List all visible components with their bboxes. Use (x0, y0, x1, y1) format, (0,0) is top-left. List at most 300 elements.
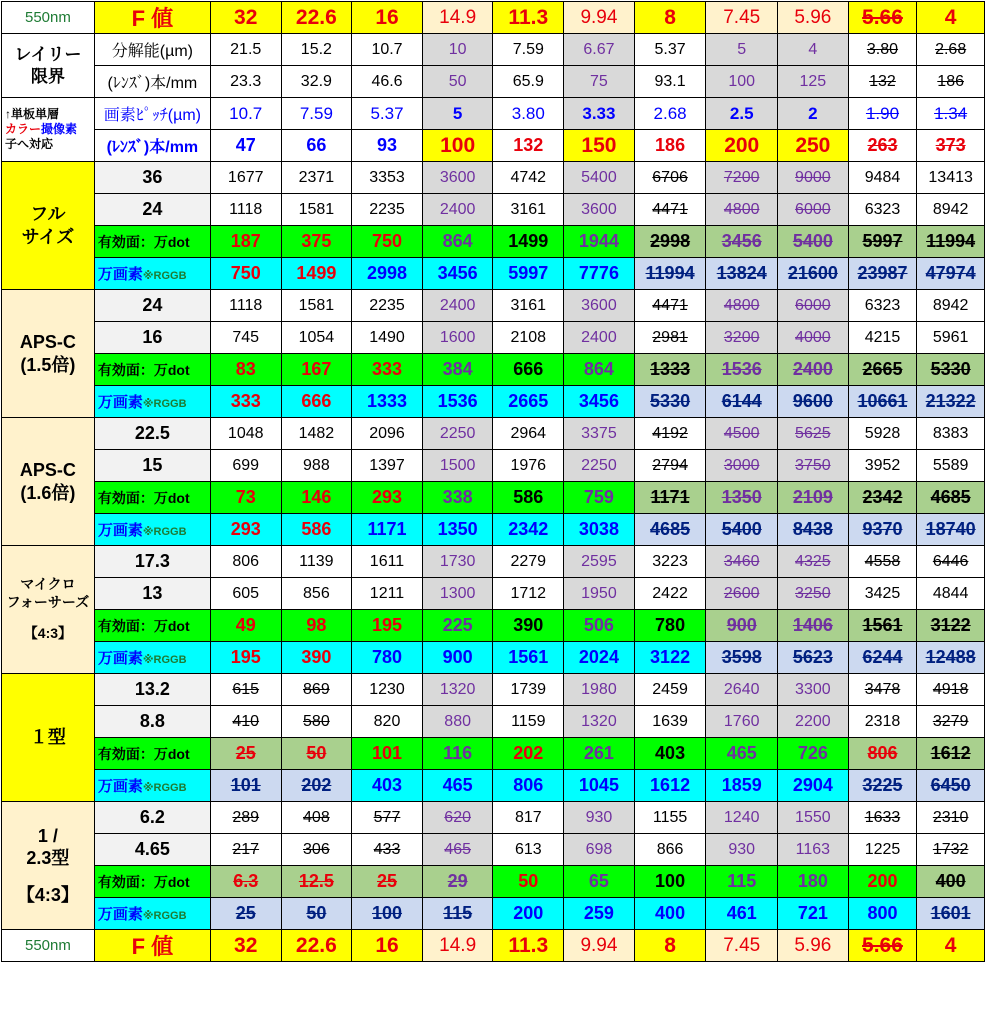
dimension-value: 1760 (706, 706, 778, 738)
f-number-value: 5.96 (778, 930, 849, 962)
megapixel-value: 9370 (848, 514, 917, 546)
section-label (2, 98, 95, 162)
dimension-value: 8942 (917, 194, 985, 226)
megapixel-value: 3456 (422, 258, 493, 290)
rayleigh-value: 2.68 (917, 34, 985, 66)
dimension-value: 1482 (281, 418, 352, 450)
dimension-value: 4325 (778, 546, 849, 578)
megapixel-value: 1333 (352, 386, 423, 418)
dimension-value: 698 (564, 834, 635, 866)
effective-dots-value: 29 (422, 866, 493, 898)
megapixel-value: 461 (706, 898, 778, 930)
section-label-line: ↑単板単層 (5, 107, 60, 121)
effective-dots-value: 25 (210, 738, 281, 770)
megapixel-value: 800 (848, 898, 917, 930)
effective-dots-value: 115 (706, 866, 778, 898)
sensor-info-row (2, 130, 985, 162)
dimension-value: 3952 (848, 450, 917, 482)
effective-dots-value: 900 (706, 610, 778, 642)
rayleigh-value: 5 (706, 34, 778, 66)
rayleigh-value: 93.1 (634, 66, 706, 98)
dimension-value: 577 (352, 802, 423, 834)
dimension-label: 24 (94, 194, 210, 226)
dimension-value: 4192 (634, 418, 706, 450)
sensor-info-value: 373 (917, 130, 985, 162)
dimension-value: 2310 (917, 802, 985, 834)
sensor-dimension-row (2, 194, 985, 226)
effective-dots-value: 1944 (564, 226, 635, 258)
rayleigh-value: 4 (778, 34, 849, 66)
dimension-value: 2964 (493, 418, 564, 450)
megapixel-value: 5400 (706, 514, 778, 546)
dimension-value: 1639 (634, 706, 706, 738)
sensor-info-value: 150 (564, 130, 635, 162)
effective-dots-value: 293 (352, 482, 423, 514)
effective-dots-value: 116 (422, 738, 493, 770)
megapixel-value: 1536 (422, 386, 493, 418)
dimension-value: 5400 (564, 162, 635, 194)
rayleigh-row-label: (ﾚﾝｽﾞ)本/mm (94, 66, 210, 98)
dimension-value: 1211 (352, 578, 423, 610)
dimension-value: 5589 (917, 450, 985, 482)
section-label (2, 34, 95, 98)
effective-dots-value: 2998 (634, 226, 706, 258)
dimension-value: 1397 (352, 450, 423, 482)
rayleigh-value: 65.9 (493, 66, 564, 98)
f-number-value: 5.66 (848, 2, 917, 34)
dimension-value: 1320 (422, 674, 493, 706)
dimension-value: 1155 (634, 802, 706, 834)
dimension-value: 1048 (210, 418, 281, 450)
effective-dots-value: 11994 (917, 226, 985, 258)
sensor-word: 撮像素 (41, 122, 78, 136)
effective-dots-value: 2342 (848, 482, 917, 514)
megapixel-label (94, 386, 210, 418)
megapixel-value: 465 (422, 770, 493, 802)
megapixel-value: 3038 (564, 514, 635, 546)
section-label-line: (1.6倍) (20, 482, 76, 503)
sensor-info-value: 5 (422, 98, 493, 130)
megapixel-value: 2998 (352, 258, 423, 290)
megapixel-value: 1350 (422, 514, 493, 546)
rayleigh-value: 32.9 (281, 66, 352, 98)
effective-dots-value: 400 (917, 866, 985, 898)
effective-area-label: 有効面：万dot (94, 866, 210, 898)
megapixel-value: 2904 (778, 770, 849, 802)
f-number-value: 7.45 (706, 2, 778, 34)
effective-dots-value: 384 (422, 354, 493, 386)
dimension-value: 1739 (493, 674, 564, 706)
effective-dots-value: 750 (352, 226, 423, 258)
dimension-value: 5625 (778, 418, 849, 450)
megapixel-value: 3122 (634, 642, 706, 674)
f-number-row (2, 2, 985, 34)
dimension-value: 806 (210, 546, 281, 578)
section-label-line (5, 122, 94, 137)
sensor-dimension-row (2, 418, 985, 450)
megapixel-value: 1045 (564, 770, 635, 802)
rggb-note: ※RGGB (142, 270, 187, 282)
megapixel-value: 6144 (706, 386, 778, 418)
dimension-value: 1225 (848, 834, 917, 866)
section-label-line: フォーサーズ (6, 593, 90, 610)
sensor-info-value: 66 (281, 130, 352, 162)
dimension-value: 1550 (778, 802, 849, 834)
megapixel-value: 403 (352, 770, 423, 802)
megapixel-value: 3598 (706, 642, 778, 674)
dimension-value: 6000 (778, 194, 849, 226)
sensor-dimension-row (2, 162, 985, 194)
f-number-value: 4 (917, 930, 985, 962)
f-number-resolution-table (1, 1, 985, 962)
effective-dots-value: 864 (422, 226, 493, 258)
section-label-line: 【4:3】 (16, 884, 79, 905)
megapixel-value: 47974 (917, 258, 985, 290)
megapixel-value: 333 (210, 386, 281, 418)
dimension-value: 745 (210, 322, 281, 354)
rayleigh-value: 7.59 (493, 34, 564, 66)
dimension-value: 2250 (564, 450, 635, 482)
dimension-label: 8.8 (94, 706, 210, 738)
dimension-value: 2640 (706, 674, 778, 706)
dimension-value: 1300 (422, 578, 493, 610)
megapixel-value: 2342 (493, 514, 564, 546)
sensor-info-row-label: 画素ﾋﾟｯﾁ(µm) (94, 98, 210, 130)
f-number-value: 5.66 (848, 930, 917, 962)
megapixel-value: 21322 (917, 386, 985, 418)
dimension-value: 1976 (493, 450, 564, 482)
effective-dots-value: 1171 (634, 482, 706, 514)
rggb-note: ※RGGB (142, 910, 187, 922)
effective-dots-value: 25 (352, 866, 423, 898)
dimension-value: 4800 (706, 194, 778, 226)
rayleigh-value: 50 (422, 66, 493, 98)
dimension-value: 613 (493, 834, 564, 866)
effective-dots-value: 83 (210, 354, 281, 386)
megapixel-value: 195 (210, 642, 281, 674)
sensor-dimension-row (2, 802, 985, 834)
section-label (2, 802, 95, 930)
section-label-line (2, 870, 94, 884)
effective-dots-row (2, 610, 985, 642)
effective-dots-value: 806 (848, 738, 917, 770)
megapixel-value: 8438 (778, 514, 849, 546)
section-label-line: (1.5倍) (20, 354, 76, 375)
dimension-value: 1163 (778, 834, 849, 866)
section-label-line: 2.3型 (26, 848, 70, 869)
f-number-value: 11.3 (493, 2, 564, 34)
effective-dots-value: 465 (706, 738, 778, 770)
dimension-label: 17.3 (94, 546, 210, 578)
dimension-value: 1950 (564, 578, 635, 610)
effective-dots-value: 666 (493, 354, 564, 386)
megapixel-value: 3225 (848, 770, 917, 802)
megapixel-value: 4685 (634, 514, 706, 546)
effective-dots-value: 167 (281, 354, 352, 386)
effective-dots-value: 200 (848, 866, 917, 898)
megapixel-value: 1171 (352, 514, 423, 546)
megapixel-value: 115 (422, 898, 493, 930)
dimension-value: 2371 (281, 162, 352, 194)
dimension-value: 408 (281, 802, 352, 834)
dimension-value: 4215 (848, 322, 917, 354)
dimension-value: 869 (281, 674, 352, 706)
dimension-value: 4471 (634, 290, 706, 322)
megapixel-value: 390 (281, 642, 352, 674)
dimension-value: 2096 (352, 418, 423, 450)
sensor-info-row-label: (ﾚﾝｽﾞ)本/mm (94, 130, 210, 162)
rayleigh-value: 46.6 (352, 66, 423, 98)
dimension-label: 24 (94, 290, 210, 322)
rayleigh-value: 10.7 (352, 34, 423, 66)
effective-area-label: 有効面：万dot (94, 354, 210, 386)
megapixel-value: 1499 (281, 258, 352, 290)
dimension-value: 3425 (848, 578, 917, 610)
dimension-value: 13413 (917, 162, 985, 194)
sensor-info-value: 132 (493, 130, 564, 162)
wavelength-label: 550nm (2, 2, 95, 34)
sensor-dimension-row (2, 578, 985, 610)
sensor-info-value: 5.37 (352, 98, 423, 130)
f-number-value: 8 (634, 2, 706, 34)
megapixel-value: 293 (210, 514, 281, 546)
dimension-value: 580 (281, 706, 352, 738)
dimension-value: 2459 (634, 674, 706, 706)
effective-dots-value: 333 (352, 354, 423, 386)
dimension-value: 856 (281, 578, 352, 610)
f-number-value: 32 (210, 2, 281, 34)
dimension-label: 6.2 (94, 802, 210, 834)
megapixel-value: 666 (281, 386, 352, 418)
sensor-info-value: 47 (210, 130, 281, 162)
dimension-value: 3600 (422, 162, 493, 194)
dimension-value: 3300 (778, 674, 849, 706)
section-label-line: レイリー (14, 45, 82, 65)
dimension-value: 2250 (422, 418, 493, 450)
f-number-value: 14.9 (422, 2, 493, 34)
megapixel-value: 2024 (564, 642, 635, 674)
megapixel-value: 5330 (634, 386, 706, 418)
section-label-line: 子へ対応 (5, 137, 54, 151)
megapixel-value: 25 (210, 898, 281, 930)
megapixel-row (2, 642, 985, 674)
effective-area-label: 有効面：万dot (94, 738, 210, 770)
megapixel-value: 200 (493, 898, 564, 930)
dimension-value: 4742 (493, 162, 564, 194)
megapixel-value: 5623 (778, 642, 849, 674)
dimension-value: 1320 (564, 706, 635, 738)
dimension-value: 465 (422, 834, 493, 866)
megapixel-value: 1859 (706, 770, 778, 802)
effective-dots-value: 3122 (917, 610, 985, 642)
sensor-info-value: 1.34 (917, 98, 985, 130)
f-number-label: F 値 (94, 2, 210, 34)
rayleigh-row (2, 34, 985, 66)
effective-dots-row (2, 482, 985, 514)
dimension-value: 4558 (848, 546, 917, 578)
effective-dots-value: 187 (210, 226, 281, 258)
effective-area-label: 有効面：万dot (94, 482, 210, 514)
sensor-info-value: 2.5 (706, 98, 778, 130)
sensor-info-value: 3.33 (564, 98, 635, 130)
sensor-info-value: 2 (778, 98, 849, 130)
effective-dots-value: 202 (493, 738, 564, 770)
dimension-value: 6000 (778, 290, 849, 322)
effective-dots-value: 5330 (917, 354, 985, 386)
sensor-info-value: 2.68 (634, 98, 706, 130)
effective-dots-value: 586 (493, 482, 564, 514)
megapixel-label-main: 万画素 (97, 650, 143, 667)
megapixel-label (94, 258, 210, 290)
effective-dots-value: 1561 (848, 610, 917, 642)
dimension-value: 3250 (778, 578, 849, 610)
dimension-value: 1633 (848, 802, 917, 834)
dimension-value: 1054 (281, 322, 352, 354)
rayleigh-value: 125 (778, 66, 849, 98)
dimension-value: 1980 (564, 674, 635, 706)
sensor-info-value: 250 (778, 130, 849, 162)
section-label-line: 限界 (30, 66, 65, 86)
effective-area-label: 有効面：万dot (94, 226, 210, 258)
dimension-value: 7200 (706, 162, 778, 194)
megapixel-label (94, 514, 210, 546)
sensor-info-value: 186 (634, 130, 706, 162)
effective-dots-value: 1536 (706, 354, 778, 386)
wavelength-label: 550nm (2, 930, 95, 962)
table-body (2, 2, 985, 962)
dimension-value: 2595 (564, 546, 635, 578)
megapixel-value: 5997 (493, 258, 564, 290)
megapixel-value: 7776 (564, 258, 635, 290)
sensor-info-value: 1.90 (848, 98, 917, 130)
megapixel-value: 3456 (564, 386, 635, 418)
effective-dots-value: 1406 (778, 610, 849, 642)
dimension-value: 2108 (493, 322, 564, 354)
effective-dots-row (2, 354, 985, 386)
color-word: カラー (5, 122, 42, 136)
megapixel-value: 6450 (917, 770, 985, 802)
dimension-value: 4000 (778, 322, 849, 354)
megapixel-value: 400 (634, 898, 706, 930)
rggb-note: ※RGGB (142, 654, 187, 666)
section-label-line: １型 (29, 727, 66, 748)
effective-dots-value: 375 (281, 226, 352, 258)
effective-dots-value: 759 (564, 482, 635, 514)
dimension-value: 6446 (917, 546, 985, 578)
rayleigh-value: 75 (564, 66, 635, 98)
megapixel-label (94, 642, 210, 674)
dimension-value: 1600 (422, 322, 493, 354)
effective-dots-value: 225 (422, 610, 493, 642)
section-label (2, 162, 95, 290)
dimension-value: 615 (210, 674, 281, 706)
sensor-dimension-row (2, 290, 985, 322)
dimension-value: 1139 (281, 546, 352, 578)
f-number-value: 16 (352, 930, 423, 962)
dimension-value: 2981 (634, 322, 706, 354)
f-number-row (2, 930, 985, 962)
section-label-line: 【4:3】 (23, 625, 73, 642)
effective-dots-value: 195 (352, 610, 423, 642)
dimension-value: 1118 (210, 194, 281, 226)
dimension-value: 1490 (352, 322, 423, 354)
dimension-value: 2318 (848, 706, 917, 738)
f-number-value: 9.94 (564, 930, 635, 962)
dimension-value: 817 (493, 802, 564, 834)
section-label-line (2, 611, 94, 625)
dimension-label: 13 (94, 578, 210, 610)
effective-dots-value: 726 (778, 738, 849, 770)
f-number-value: 22.6 (281, 930, 352, 962)
f-number-value: 16 (352, 2, 423, 34)
rayleigh-value: 10 (422, 34, 493, 66)
dimension-value: 2794 (634, 450, 706, 482)
dimension-value: 3161 (493, 194, 564, 226)
sensor-info-value: 3.80 (493, 98, 564, 130)
dimension-value: 1581 (281, 290, 352, 322)
sensor-info-value: 93 (352, 130, 423, 162)
dimension-value: 3000 (706, 450, 778, 482)
dimension-value: 1730 (422, 546, 493, 578)
dimension-value: 1159 (493, 706, 564, 738)
effective-dots-value: 506 (564, 610, 635, 642)
dimension-value: 866 (634, 834, 706, 866)
dimension-value: 4918 (917, 674, 985, 706)
dimension-value: 1712 (493, 578, 564, 610)
sensor-dimension-row (2, 674, 985, 706)
dimension-value: 2400 (422, 194, 493, 226)
effective-dots-value: 100 (634, 866, 706, 898)
f-number-value: 8 (634, 930, 706, 962)
dimension-label: 15 (94, 450, 210, 482)
dimension-value: 2235 (352, 290, 423, 322)
megapixel-value: 11994 (634, 258, 706, 290)
section-label (2, 674, 95, 802)
effective-dots-value: 50 (281, 738, 352, 770)
megapixel-value: 6244 (848, 642, 917, 674)
section-label-line: 1 / (37, 825, 58, 846)
effective-dots-row (2, 866, 985, 898)
sensor-dimension-row (2, 546, 985, 578)
dimension-value: 2422 (634, 578, 706, 610)
section-label (2, 546, 95, 674)
sensor-dimension-row (2, 322, 985, 354)
dimension-label: 22.5 (94, 418, 210, 450)
dimension-value: 699 (210, 450, 281, 482)
megapixel-label (94, 898, 210, 930)
effective-dots-value: 338 (422, 482, 493, 514)
rayleigh-value: 186 (917, 66, 985, 98)
effective-dots-value: 12.5 (281, 866, 352, 898)
dimension-value: 2400 (564, 322, 635, 354)
rayleigh-value: 100 (706, 66, 778, 98)
dimension-value: 306 (281, 834, 352, 866)
sensor-info-value: 7.59 (281, 98, 352, 130)
effective-dots-value: 5997 (848, 226, 917, 258)
effective-dots-value: 2109 (778, 482, 849, 514)
dimension-value: 217 (210, 834, 281, 866)
megapixel-value: 900 (422, 642, 493, 674)
dimension-value: 2279 (493, 546, 564, 578)
f-number-value: 11.3 (493, 930, 564, 962)
dimension-value: 9484 (848, 162, 917, 194)
megapixel-value: 18740 (917, 514, 985, 546)
section-label-line: APS-C (19, 332, 76, 352)
effective-dots-value: 864 (564, 354, 635, 386)
section-label (2, 418, 95, 546)
dimension-value: 2200 (778, 706, 849, 738)
megapixel-value: 101 (210, 770, 281, 802)
